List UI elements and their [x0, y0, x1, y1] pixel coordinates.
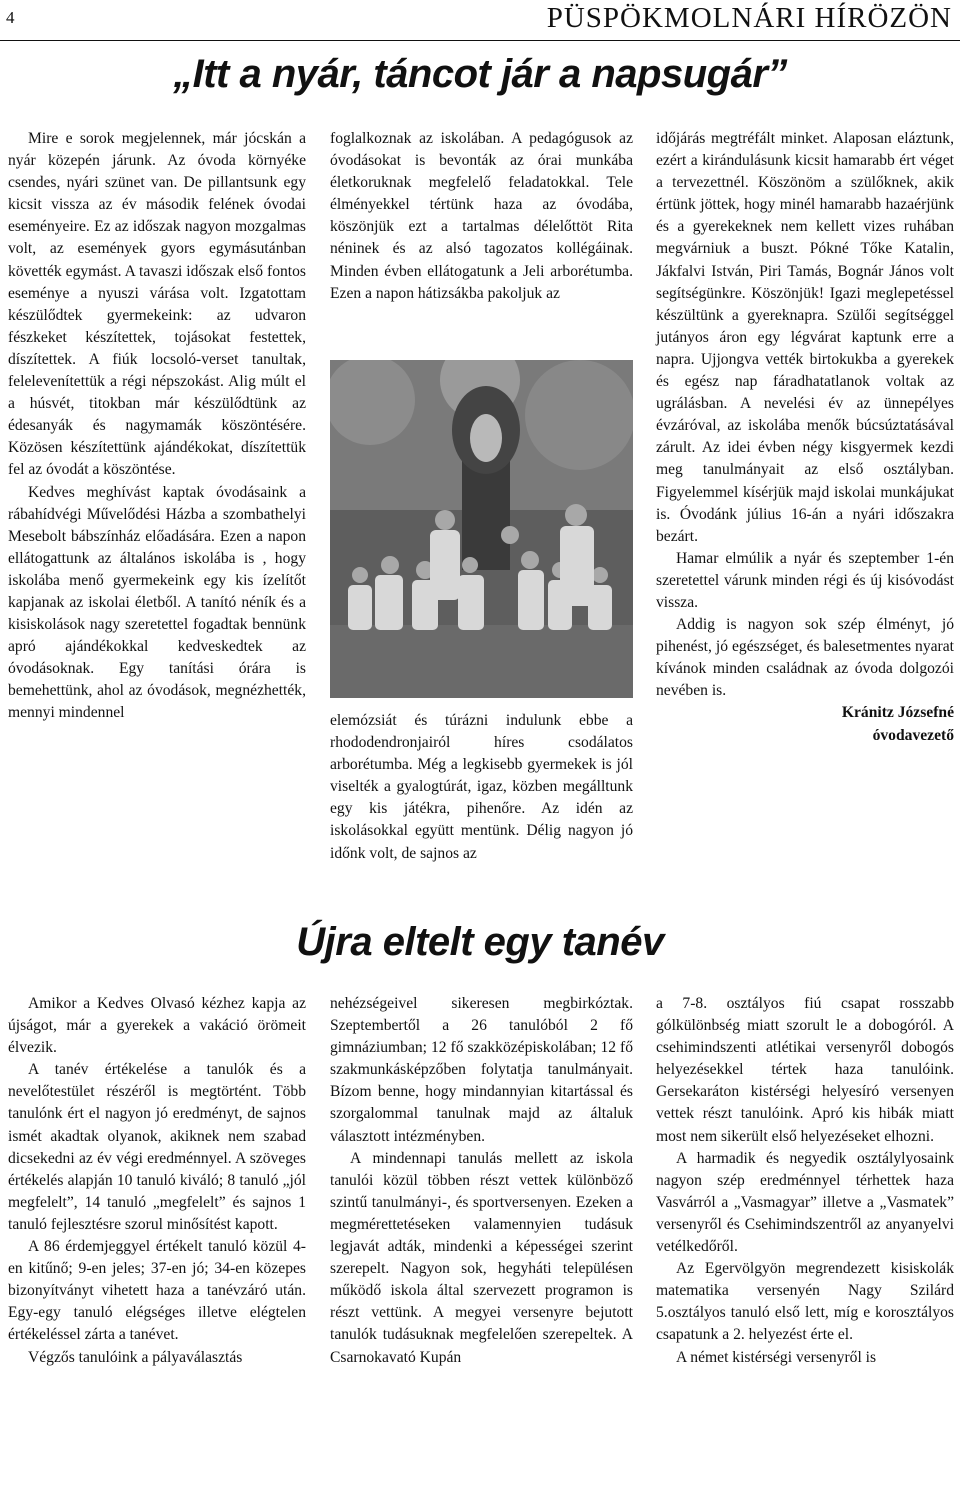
paragraph: A tanév értékelése a tanulók és a nevelőtestület részéről is megtörtént. Több tanulónk ért el nagyon jó eredményt, de sajnos ismét akadtak olyanok, akiknek nem szabad dicsekedni az év végi eredménnyel. A szöveges értékelés alapján 10 tanuló kiváló; 8 tanuló „jól megfelelt”, 14 tanuló „megfelelt” és sajnos 1 tanuló fejlesztésre szorul minősítést kapott. [8, 1061, 306, 1233]
page-number: 4 [6, 8, 15, 27]
paragraph: a 7-8. osztályos fiú csapat rosszabb gólkülönbség miatt szorult le a dobogóról. A csehimindszenti atlétikai versenyről dobogós helyezésekkel tértek haza tanulóink. Gersekaráton kistérségi helyesíró versenyen vettek részt tanulóink. Apró kis hibák miatt most nem sikerült első helyezéseket elhozni. [656, 995, 954, 1145]
article1-column-2-top [330, 128, 633, 305]
paragraph: A mindennapi tanulás mellett az iskola tanulói közül többen részt vettek különböző szintű tanulmányi-, és sportversenyen. Ezeken a megmérettetéseken valamennyien tudásuk legjavát adták, mindenki a képességei szerint szerepelt. Nagyon sok, hegyháti településen működő iskola által szervezett programon is részt vettünk. A megyei versenyre bejutott tanulók tudásuknak megfelelően szerepeltek. A Csarnokavató Kupán [330, 1149, 633, 1366]
article1-column-3 [656, 128, 954, 747]
paragraph: A német kistérségi versenyről is [676, 1348, 877, 1366]
paragraph: A 86 érdemjeggyel értékelt tanuló közül 4-en kitűnő; 9-en jeles; 37-en jó; 34-en közepes bizonyítványt vihetett haza a tanévzáró után. Egy-egy tanuló elégséges illetve elégtelen értékeléssel zárta a tanévet. [8, 1238, 306, 1344]
article1-column-2-bottom [330, 710, 633, 865]
paragraph: időjárás megtréfált minket. Alaposan eláztunk, ezért a kirándulásunk kicsit hamarabb ért véget a tervezettnél. Köszönöm a szülőknek, akik értünk jöttek, hogy minél hamarabb hazaérjünk és a gyerekeknek nem kellett vizes ruhában megvárniuk a buszt. Pókné Tőke Katalin, Jákfalvi István, Piri Tamás, Bognár János volt segítségünkre. Köszönjük! Igazi meglepetéssel készültünk a gyereknapra. Szülői segítséggel jutányos áron egy légvárat kaptunk erre a napra. Ujjongva vették birtokukba a gyerekek és egész nap fáradhatatlanok voltak az ugrálásban. A nevelési év az ünnepélyes évzáróval, az iskolába menők búcsúztatásával zárult. Az idei évben négy kisgyermek kezdi meg tanulmányait az első osztályban. Figyelemmel kísérjük majd iskolai munkájukat is. Óvodánk július 16-án a nyári időszakra bezárt. [656, 130, 954, 545]
article2-column-2 [330, 993, 633, 1369]
article2-column-1 [8, 993, 306, 1369]
paragraph: Kedves meghívást kaptak óvodásaink a rábahídvégi Művelődési Házba a szombathelyi Mesebolt bábszínház előadására. Ezen a napon ellátogattunk az általános iskolába is , hogy iskolába menő gyermekeink egy kis ízelítőt kapjanak az iskolai életből. A tanító néník és a kisiskolások nagy szeretettel fogadtak bennünk apró ajándékokkal kedveskedtek az óvodásoknak. Egy tanítási órára is bemehettünk, ahol az óvodások, megnézhették, mennyi mindennel [8, 483, 306, 722]
article1-column-1 [8, 128, 306, 725]
paragraph: A harmadik és negyedik osztálylyosaink nagyon szép eredménnyel térhettek haza Vasvárról a „Vasmagyar” illetve a „Vasmatek” versenyről és Csehimindszentről az anyanyelvi vetélkedőről. [656, 1149, 954, 1256]
paragraph: Addig is nagyon sok szép élményt, jó pihenést, jó egészséget, és balesetmentes nyarat kívánok minden családnak az óvoda dolgozói nevében is. [656, 616, 954, 700]
paragraph: Hamar elmúlik a nyár és szeptember 1-én szeretettel várunk minden régi és új kisóvodást vissza. [656, 549, 954, 611]
children-group-photo [330, 360, 633, 698]
paragraph: foglalkoznak az iskolában. A pedagógusok az óvodásokat is bevonták az órai munkába életkoruknak megfelelő feladatokkal. Tele élményekkel tértünk haza az óvodába, köszönjük ezt a tartalmas délelőttöt Rita néninek és az alsó tagozatos kollégáinak. Minden évben ellátogatunk a Jeli arborétumba. Ezen a napon hátizsákba pakoljuk az [330, 130, 633, 302]
paragraph: Amikor a Kedves Olvasó kézhez kapja az újságot, már a gyerekek a vakáció örömeit élvezik. [8, 995, 306, 1057]
paragraph: nehézségeivel sikeresen megbirkóztak. Szeptembertől a 26 tanulóból 2 fő gimnáziumban; 12 fő szakközépiskolában; 12 fő szakmunkásképzőben folytatja tanulmányait. Bízom benne, hogy mindannyian kitartással és szorgalommal tanulnak majd az általuk választott intézményben. [330, 995, 633, 1145]
article2-title: Újra eltelt egy tanév [296, 920, 664, 964]
paragraph: elemózsiát és túrázni indulunk ebbe a rhododendronjairól híres csodálatos arborétumba. Még a legkisebb gyermekek is jól viselték a gyalogtúrát, igaz, közben megálltunk egy kis játékra, pihenőre. Az idén az iskolásokkal együtt mentünk. Délig nagyon jó időnk volt, de sajnos az [330, 712, 633, 862]
article1-title: „Itt a nyár, táncot jár a napsugár” [173, 52, 787, 96]
paragraph: Az Egervölgyön megrendezett kisiskolák matematika versenyén Nagy Szilárd 5.osztályos tanuló első lett, míg e korosztályos csapatunk a 2. helyezést érte el. [656, 1260, 954, 1344]
paragraph: Végzős tanulóink a pályaválasztás [28, 1348, 243, 1366]
signature-name: Kránitz Józsefné [841, 704, 954, 722]
publication-title: PÜSPÖKMOLNÁRI HÍRÖZÖN [546, 2, 952, 34]
paragraph: Mire e sorok megjelennek, már jócskán a nyár közepén járunk. Az óvoda környéke csendes, nyári szünet van. De pillantsunk egy kicsit vissza az év második felének óvodai eseményeire. Ez az időszak nagyon mozgalmas volt, az események gyors egymásutánban követték egymást. A tavaszi időszak első fontos eseménye a nyuszi várása volt. Izgatottam készülődtek gyermekeink: az udvaron fészkeket készítettek, tojásokat festettek, díszítettek. A fiúk locsoló-verset tanultak, felelevenítettük a régi népszokást. Alig múlt el a húsvét, titokban már készülődtünk az édesanyák és nagymamák köszöntésére. Közösen készítettünk ajándékokat, díszítettük fel az óvodát a köszöntése. [8, 130, 306, 479]
signature-role: óvodavezető [872, 726, 954, 744]
header-rule [0, 40, 960, 41]
article2-column-3 [656, 993, 954, 1369]
